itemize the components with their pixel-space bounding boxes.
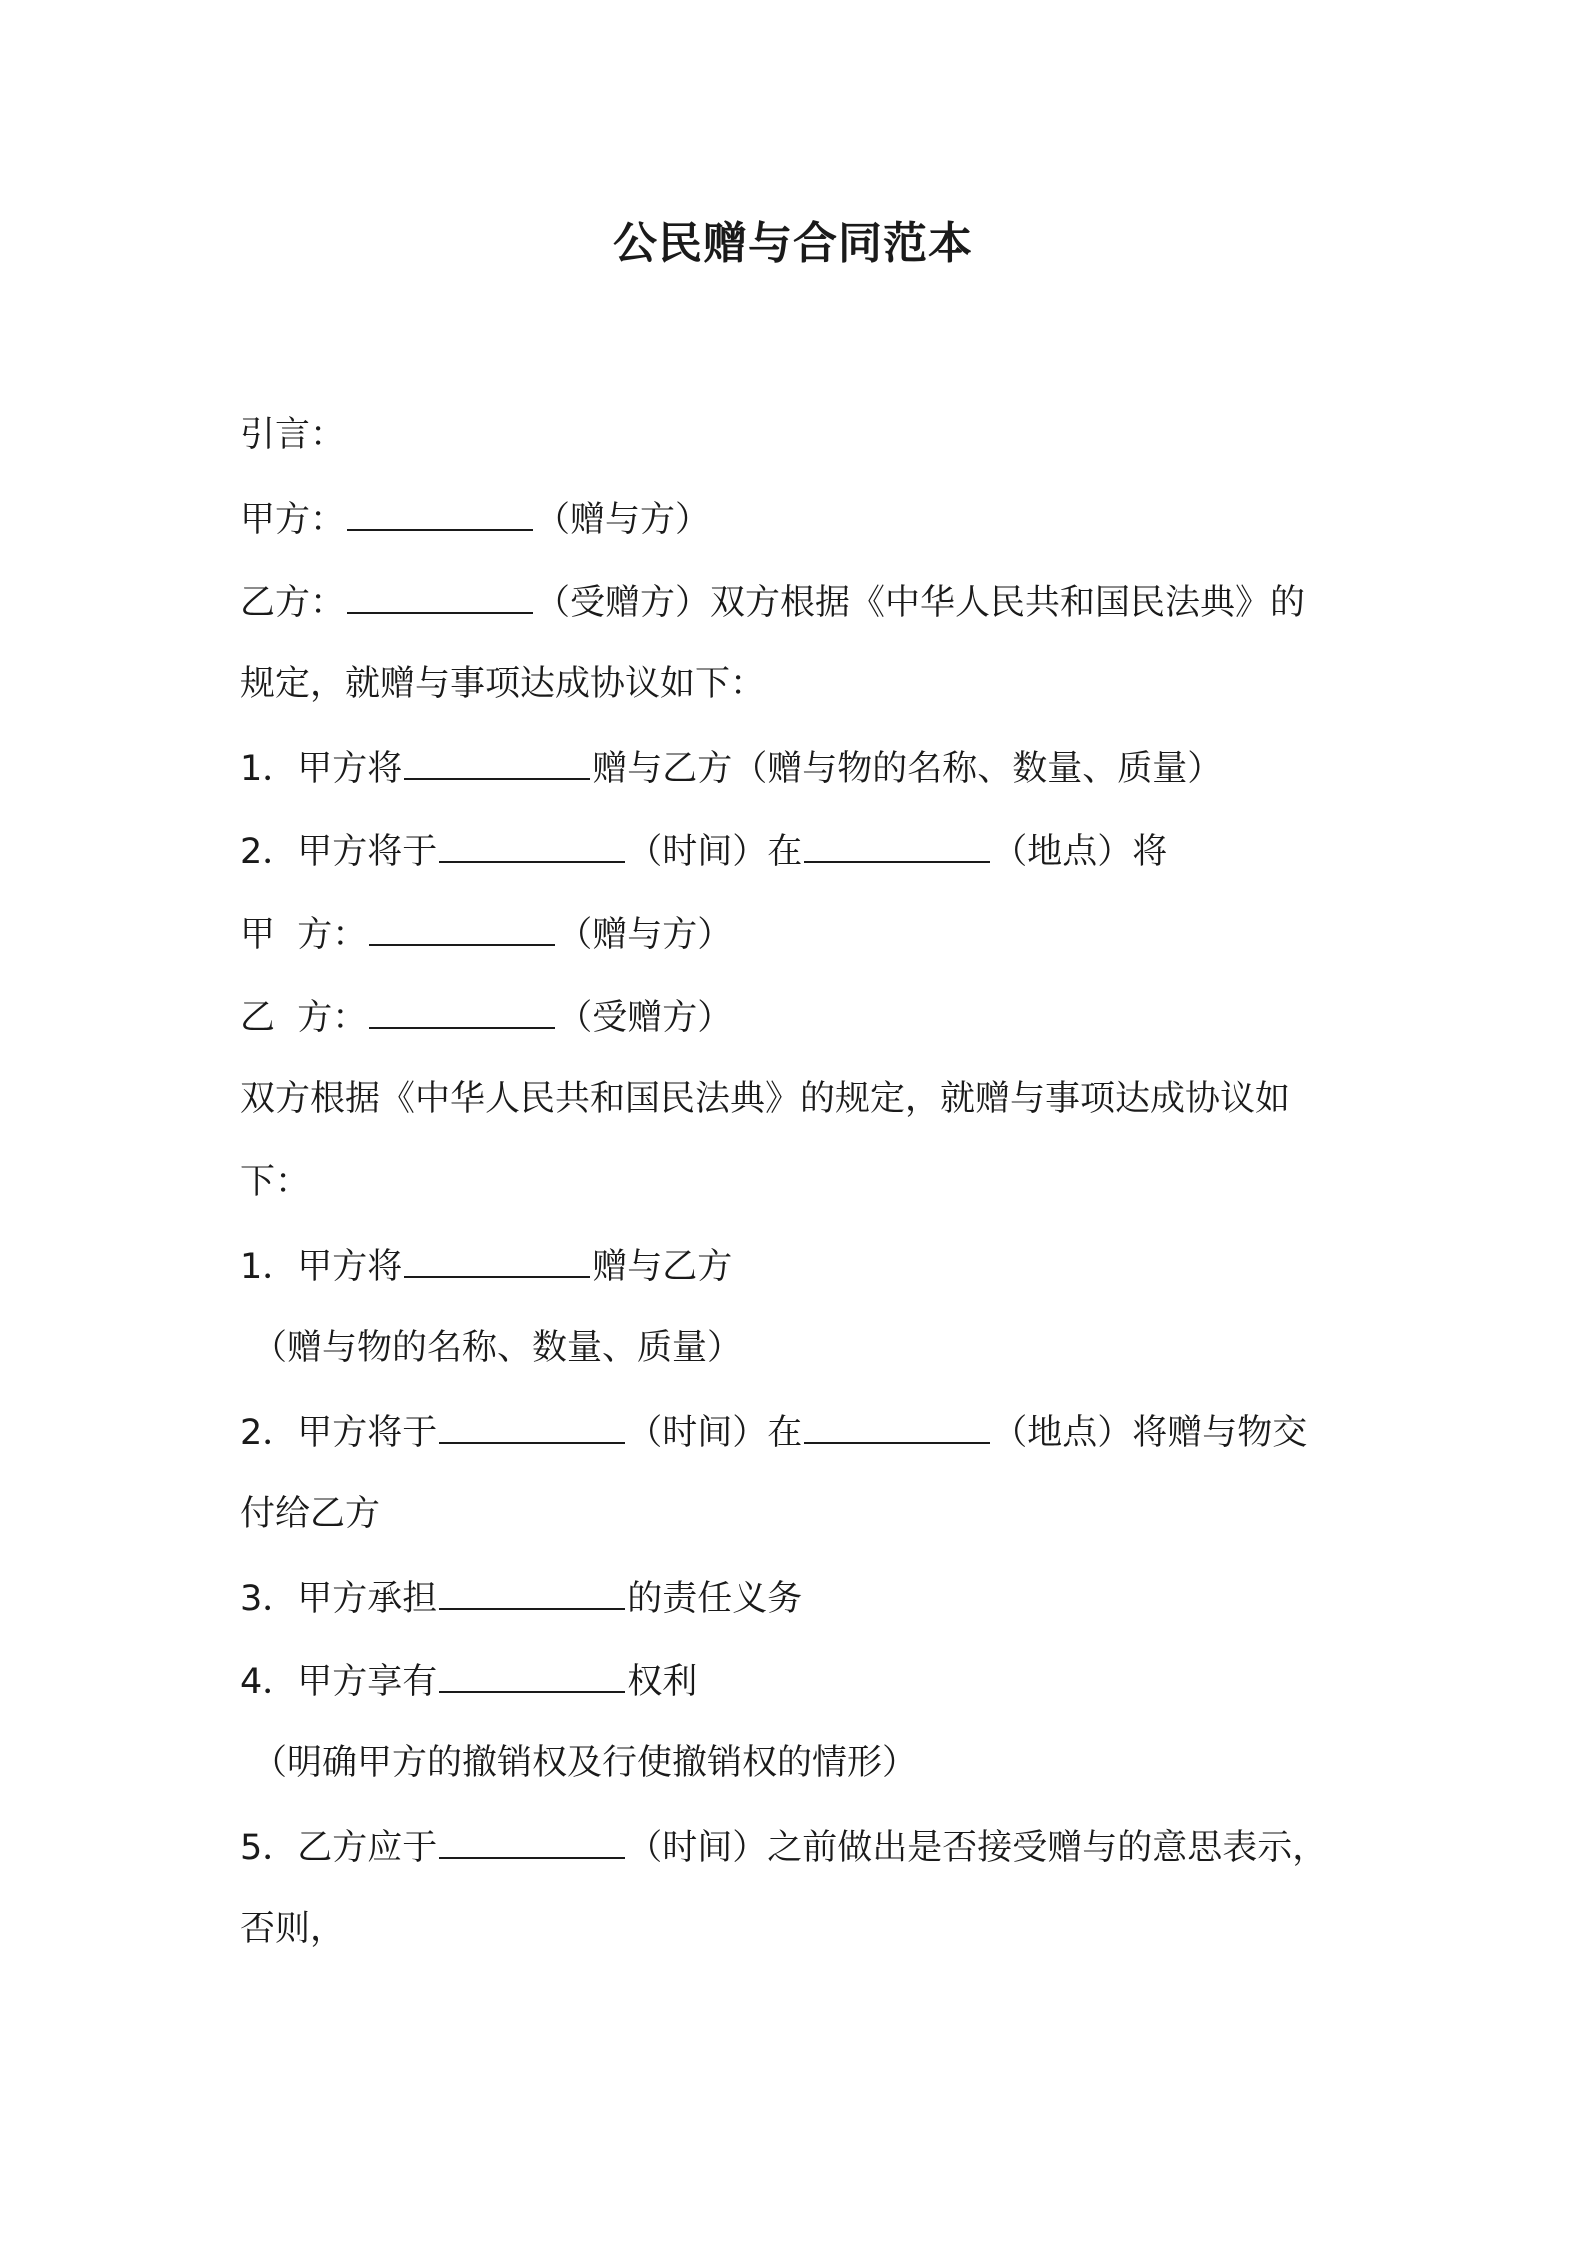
line-text: 甲方： [240,500,346,540]
line-text: 的责任义务 [627,1579,803,1619]
fill-in-blank[interactable] [804,1406,990,1444]
line-text: （时间）在 [627,1413,803,1453]
line-text: 2．甲方将于 [240,1413,438,1453]
text-line [240,576,1305,628]
fill-in-blank[interactable] [439,1572,625,1610]
line-text: （时间）之前做出是否接受赠与的意思表示， [627,1828,1328,1868]
fill-in-blank[interactable] [439,1406,625,1444]
fill-in-blank[interactable] [439,825,625,863]
fill-in-blank[interactable] [369,991,555,1029]
fill-in-blank[interactable] [347,493,533,531]
line-text: （时间）在 [627,832,803,872]
line-text: （受赠方） [557,998,733,1038]
fill-in-blank[interactable] [404,1240,590,1278]
line-text: 5．乙方应于 [240,1828,438,1868]
fill-in-blank[interactable] [347,576,533,614]
text-line [240,1489,380,1539]
line-text: 4．甲方享有 [240,1662,438,1702]
text-line [240,1821,1327,1873]
text-line [240,1904,345,1954]
text-line [240,1655,697,1707]
fill-in-blank[interactable] [439,1655,625,1693]
text-line [240,742,1222,794]
document-title: 公民赠与合同范本 [613,218,973,269]
text-line [240,1240,732,1292]
line-text: 付给乙方 [240,1494,381,1534]
text-line [240,991,732,1043]
fill-in-blank[interactable] [804,825,990,863]
line-text: 2．甲方将于 [240,832,438,872]
line-text: 引言： [240,415,346,455]
line-text: （赠与方） [535,500,711,540]
text-line [240,410,345,460]
line-text: 3．甲方承担 [240,1579,438,1619]
line-text: 下： [240,1162,311,1202]
line-text: 权利 [627,1662,698,1702]
line-text: 赠与乙方（赠与物的名称、数量、质量） [592,749,1223,789]
text-line [252,1323,742,1373]
line-text: 双方根据《中华人民共和国民法典》的规定，就赠与事项达成协议如 [240,1079,1291,1119]
text-line [240,825,1167,877]
line-text: （赠与物的名称、数量、质量） [252,1328,743,1368]
line-text: 赠与乙方 [592,1247,733,1287]
line-text: （受赠方）双方根据《中华人民共和国民法典》的 [535,583,1306,623]
text-line [240,1157,310,1207]
line-text: （赠与方） [557,915,733,955]
text-line [240,1074,1290,1124]
line-text: 规定，就赠与事项达成协议如下： [240,664,766,704]
text-line [240,493,710,545]
fill-in-blank[interactable] [369,908,555,946]
line-text: 乙 方： [240,998,368,1038]
text-line [240,1406,1307,1458]
line-text: 乙方： [240,583,346,623]
line-text: 甲 方： [240,915,368,955]
fill-in-blank[interactable] [439,1821,625,1859]
line-text: （地点）将赠与物交 [992,1413,1308,1453]
text-line [252,1738,917,1788]
line-text: （明确甲方的撤销权及行使撤销权的情形） [252,1743,918,1783]
text-line [240,1572,802,1624]
line-text: 否则， [240,1909,346,1949]
fill-in-blank[interactable] [404,742,590,780]
line-text: 1．甲方将 [240,1247,403,1287]
line-text: （地点）将 [992,832,1168,872]
text-line [240,659,765,709]
text-line [240,908,732,960]
line-text: 1．甲方将 [240,749,403,789]
